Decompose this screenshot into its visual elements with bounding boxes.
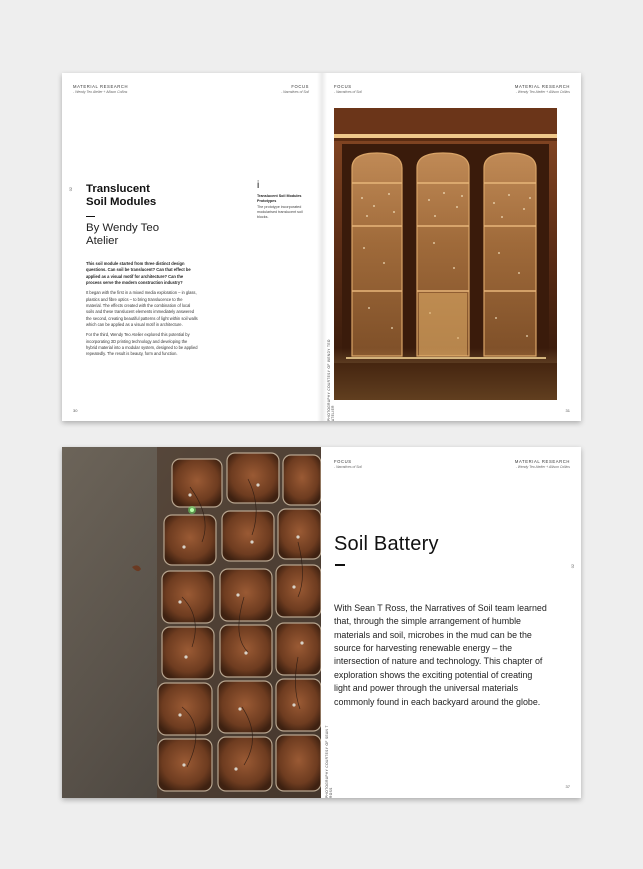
section-title: Soil Battery — [334, 533, 439, 555]
top-spread — [62, 73, 581, 421]
right-page-header-left — [334, 84, 362, 94]
title-rule — [335, 564, 345, 566]
header-sub: - Wendy Teo Atelier + Allison Collins — [515, 90, 570, 94]
image-caption — [257, 181, 307, 221]
header-label: FOCUS — [334, 84, 352, 89]
header-label: FOCUS — [291, 84, 309, 89]
caption-title: Translucent Soil Modules Prototypes — [257, 194, 302, 204]
soil-battery-illustration — [62, 447, 321, 798]
left-page-header — [73, 84, 128, 94]
header-sub: - Narratives of Soil — [334, 465, 362, 469]
intro-paragraph: This soil module started from three distinct design questions. Can soil be translucent? Can that effect be applied as a visual motif for architecture? Can the process serve the modern construction industry? — [86, 261, 191, 286]
body-paragraph-1: It began with the first in a mixed media exploration – in glass, plastics and fibre optics – to bring translucence to the material. The effects created with the combination of local soils and these translucent elements immediately answered the second, creating beautiful patterns of light within soil walls which can be applied as a visual motif in architecture. — [86, 290, 198, 328]
header-label: FOCUS — [334, 459, 352, 464]
translucent-soil-illustration — [334, 108, 557, 400]
header-sub: - Wendy Teo Atelier + Allison Collins — [73, 90, 128, 94]
page-number-left: 30 — [73, 408, 78, 413]
side-tab: 02 — [69, 187, 73, 192]
page-number-right: 31 — [565, 408, 570, 413]
side-tab: 02 — [571, 564, 575, 569]
translucent-soil-photo — [334, 108, 557, 400]
page-number: 37 — [565, 784, 570, 789]
caption-text: The prototype incorporated modularised translucent soil blocks. — [257, 204, 303, 220]
body-paragraph-2: For the third, Wendy Teo Atelier explored this potential by incorporating 3D printing technology and developing the hybrid material into a modular system, designed to be applied repeatedly. The result is beauty, form and function. — [86, 332, 198, 357]
bottom-spread — [62, 447, 581, 798]
article-byline: By Wendy Teo Atelier — [86, 221, 160, 247]
header-label: MATERIAL RESEARCH — [514, 459, 570, 464]
spine-gutter — [317, 73, 327, 421]
soil-battery-photo — [62, 447, 321, 798]
header-sub: - Narratives of Soil — [281, 90, 309, 94]
page-header-right — [515, 459, 570, 469]
title-rule — [86, 216, 95, 217]
article-title: Translucent Soil Modules — [86, 183, 157, 209]
right-page-header-right — [515, 84, 570, 94]
page-header-left — [334, 459, 362, 469]
header-sub: - Wendy Teo Atelier + Allison Collins — [515, 465, 570, 469]
photo-credit: PHOTOGRAPHY COURTESY OF WENDY TEO ATELIER — [327, 339, 335, 421]
header-label: MATERIAL RESEARCH — [73, 84, 129, 89]
article-body — [86, 261, 199, 358]
header-sub: - Narratives of Soil — [334, 90, 362, 94]
article-title-block — [86, 183, 206, 247]
middle-page-header — [281, 84, 309, 94]
section-body: With Sean T Ross, the Narratives of Soil team learned that, through the simple arrangement of humble materials and soil, microbes in the mud can be the source for harvesting renewable energy – the intersection of nature and technology. This chapter of exploration shows the exciting potential of creating light and power through the universal materials commonly found in each backyard around the globe. — [334, 603, 547, 707]
caption-marker: i — [257, 180, 260, 191]
photo-credit: PHOTOGRAPHY COURTESY OF SEAN T ROSS — [325, 725, 333, 798]
header-label: MATERIAL RESEARCH — [514, 84, 570, 89]
